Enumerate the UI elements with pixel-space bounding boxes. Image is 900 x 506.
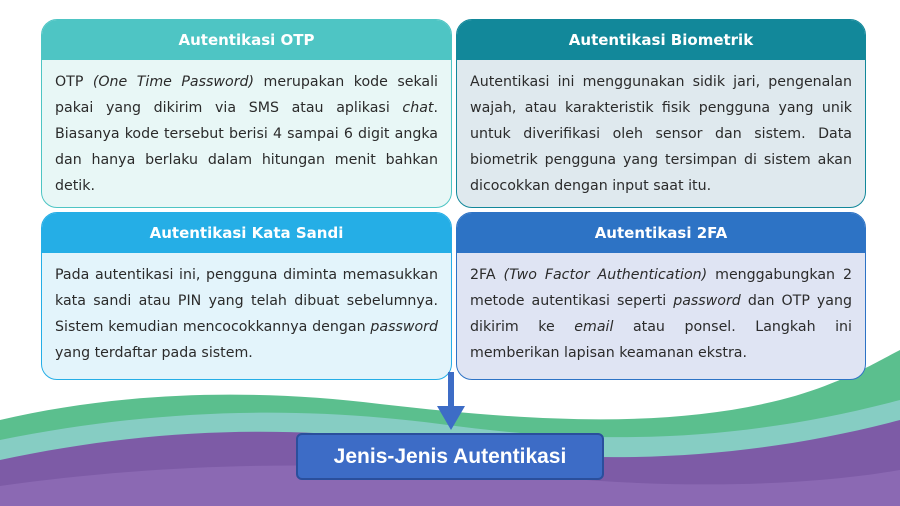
- card-header-kata-sandi: Autentikasi Kata Sandi: [42, 213, 451, 253]
- text-segment: atau ponsel. Langkah ini memberikan lapisan keamanan ekstra.: [470, 319, 852, 361]
- text-segment: merupakan kode sekali pakai yang dikirim via SMS atau aplikasi: [55, 74, 438, 116]
- text-segment: OTP: [55, 74, 93, 90]
- card-autentikasi-otp: [41, 19, 452, 208]
- main-title: Jenis-Jenis Autentikasi: [296, 433, 604, 480]
- text-segment: password: [370, 319, 438, 335]
- card-header-otp: Autentikasi OTP: [42, 20, 451, 60]
- card-body-2fa: [457, 253, 865, 366]
- card-header-biometrik: Autentikasi Biometrik: [457, 20, 865, 60]
- text-segment: chat: [402, 100, 434, 116]
- text-segment: (Two Factor Authentication): [503, 267, 708, 283]
- text-segment: menggabungkan 2 metode autentikasi seperti: [470, 267, 852, 309]
- text-segment: (One Time Password): [92, 74, 255, 90]
- text-segment: 2FA: [470, 267, 504, 283]
- text-segment: . Biasanya kode tersebut berisi 4 sampai 6 digit angka dan hanya berlaku dalam hitungan menit bahkan detik.: [55, 100, 438, 194]
- card-body-kata-sandi: [42, 253, 451, 366]
- text-segment: Pada autentikasi ini, pengguna diminta memasukkan kata sandi atau PIN yang telah dibuat sebelumnya. Sistem kemudian mencocokkannya dengan: [55, 267, 438, 335]
- card-body-biometrik: [457, 60, 865, 199]
- card-autentikasi-2fa: [456, 212, 866, 380]
- card-body-otp: [42, 60, 451, 199]
- card-header-2fa: Autentikasi 2FA: [457, 213, 865, 253]
- arrow-down-icon: [437, 372, 465, 432]
- text-segment: email: [574, 319, 614, 335]
- text-segment: dan OTP yang dikirim ke: [470, 293, 852, 335]
- card-autentikasi-biometrik: [456, 19, 866, 208]
- card-autentikasi-kata-sandi: [41, 212, 452, 380]
- text-segment: Autentikasi ini menggunakan sidik jari, pengenalan wajah, atau karakteristik fisik pengguna yang unik untuk diverifikasi oleh sensor dan sistem. Data biometrik pengguna yang tersimpan di sistem akan dicocokkan dengan input saat itu.: [470, 74, 852, 194]
- text-segment: password: [673, 293, 741, 309]
- text-segment: yang terdaftar pada sistem.: [55, 345, 253, 361]
